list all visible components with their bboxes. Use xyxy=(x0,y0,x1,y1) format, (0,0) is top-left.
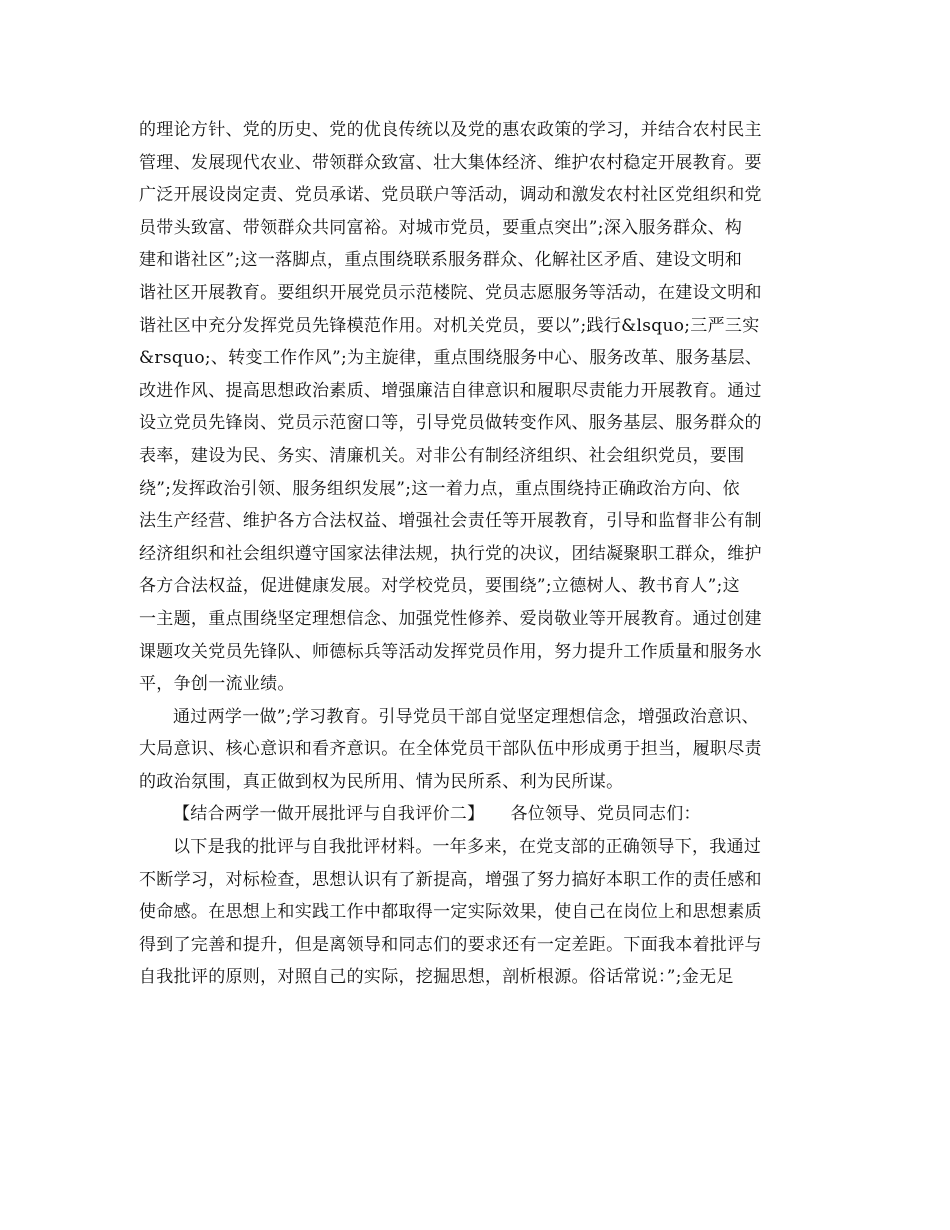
text-line: 不断学习，对标检查，思想认识有了新提高，增强了努力搞好本职工作的责任感和 xyxy=(139,869,762,890)
text-line: 通过两学一做”;学习教育。引导党员干部自觉坚定理想信念，增强政治意识、 xyxy=(173,706,759,727)
text-line: 广泛开展设岗定责、党员承诺、党员联户等活动，调动和激发农村社区党组织和党 xyxy=(139,185,762,206)
text-line: 员带头致富、带领群众共同富裕。对城市党员，要重点突出”;深入服务群众、构 xyxy=(139,217,743,238)
text-line: 平，争创一流业绩。 xyxy=(139,674,295,695)
document-body xyxy=(139,114,829,994)
text-line: 管理、发展现代农业、带领群众致富、壮大集体经济、维护农村稳定开展教育。要 xyxy=(139,152,762,173)
text-line: 以下是我的批评与自我批评材料。一年多来，在党支部的正确领导下，我通过 xyxy=(173,837,762,858)
text-line: 得到了完善和提升，但是离领导和同志们的要求还有一定差距。下面我本着批评与 xyxy=(139,934,762,955)
text-line: 自我批评的原则，对照自己的实际，挖掘思想，剖析根源。俗话常说：”;金无足 xyxy=(139,967,734,988)
text-line: 使命感。在思想上和实践工作中都取得一定实际效果，使自己在岗位上和思想素质 xyxy=(139,902,762,923)
text-line: 谐社区中充分发挥党员先锋模范作用。对机关党员，要以”;践行&lsquo;三严三实 xyxy=(139,315,760,336)
text-line: 绕”;发挥政治引领、服务组织发展”;这一着力点，重点围绕持正确政治方向、依 xyxy=(139,478,740,499)
text-line: 法生产经营、维护各方合法权益、增强社会责任等开展教育，引导和监督非公有制 xyxy=(139,511,762,532)
text-line: &rsquo;、转变工作作风”;为主旋律，重点围绕服务中心、服务改革、服务基层、 xyxy=(139,348,763,369)
text-line: 谐社区开展教育。要组织开展党员示范楼院、党员志愿服务等活动，在建设文明和 xyxy=(139,282,762,303)
text-line: 表率，建设为民、务实、清廉机关。对非公有制经济组织、社会组织党员，要围 xyxy=(139,445,745,466)
text-line: 一主题，重点围绕坚定理想信念、加强党性修养、爱岗敬业等开展教育。通过创建 xyxy=(139,608,762,629)
text-line: 设立党员先锋岗、党员示范窗口等，引导党员做转变作风、服务基层、服务群众的 xyxy=(139,413,762,434)
text-line: 经济组织和社会组织遵守国家法律法规，执行党的决议，团结凝聚职工群众，维护 xyxy=(139,543,762,564)
text-line: 改进作风、提高思想政治素质、增强廉洁自律意识和履职尽责能力开展教育。通过 xyxy=(139,380,762,401)
text-line: 课题攻关党员先锋队、师德标兵等活动发挥党员作用，努力提升工作质量和服务水 xyxy=(139,641,762,662)
text-line: 各方合法权益，促进健康发展。对学校党员，要围绕”;立德树人、教书育人”;这 xyxy=(139,576,740,597)
text-line: 的理论方针、党的历史、党的优良传统以及党的惠农政策的学习，并结合农村民主 xyxy=(139,120,762,140)
text-line: 大局意识、核心意识和看齐意识。在全体党员干部队伍中形成勇于担当，履职尽责 xyxy=(139,739,762,760)
text-line: 建和谐社区”;这一落脚点，重点围绕联系服务群众、化解社区矛盾、建设文明和 xyxy=(139,250,743,271)
text-line: 的政治氛围，真正做到权为民所用、情为民所系、利为民所谋。 xyxy=(139,771,624,792)
text-line: 【结合两学一做开展批评与自我评价二】 各位领导、党员同志们： xyxy=(173,804,701,825)
